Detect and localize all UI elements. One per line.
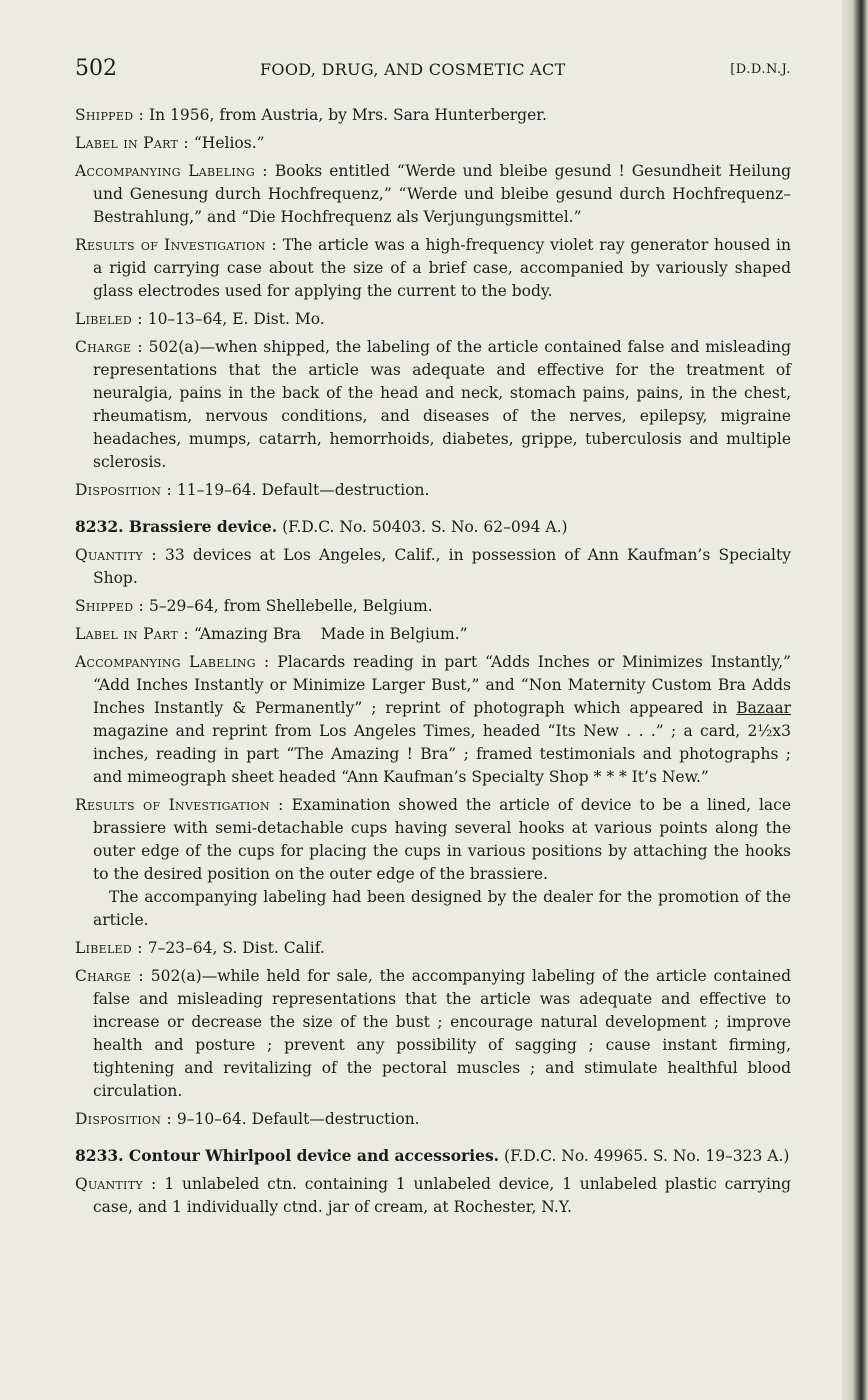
field-label: Quantity : [75, 546, 157, 564]
page-content [75, 56, 791, 1224]
case-8232-disposition [75, 1108, 791, 1131]
case-8232-libeled [75, 937, 791, 960]
magazine-name: Bazaar [736, 699, 791, 717]
case-8232-quantity [75, 544, 791, 590]
field-value: 502(a)—while held for sale, the accompanying labeling of the article contained false and misleading representations that the article was adequate and effective to increase or decrease the size of the bust ; encourage natural development ; improve health and posture ; prevent any possibility of sagging ; cause instant firming, tightening and revitalizing of the pectoral muscles ; and stimulate healthful blood circulation. [93, 967, 792, 1100]
field-label: Shipped : [75, 597, 145, 615]
field-value: 5–29–64, from Shellebelle, Belgium. [149, 597, 433, 615]
case-reference: (F.D.C. No. 49965. S. No. 19–323 A.) [504, 1147, 790, 1165]
field-value: Books entitled “Werde und bleibe gesund ! Gesundheit Heilung und Genesung durch Hochfrequenz,” “Werde und bleibe gesund durch Hochfrequenz–Bestrahlung,” and “Die Hochfrequenz als Verjungungsmittel.” [93, 162, 791, 226]
field-value: “Amazing Bra Made in Belgium.” [193, 625, 468, 643]
field-label: Charge : [75, 967, 144, 985]
case-8232-label-in-part [75, 623, 791, 646]
prev-disposition [75, 479, 791, 502]
case-title: 8232. Brassiere device. [75, 517, 278, 536]
field-value: Placards reading in part “Adds Inches or Minimizes Instantly,” “Add Inches Instantly or Minimize Larger Bust,” and “Non Maternity Custom Bra Adds Inches Instantly & Permanently” ; reprint of photograph which appeared in [93, 653, 791, 717]
field-label: Label in Part : [75, 134, 189, 152]
page-number: 502 [75, 56, 117, 81]
field-label: Quantity : [75, 1175, 157, 1193]
case-8232-results-continued: The accompanying labeling had been designed by the dealer for the promotion of the article. [93, 888, 791, 929]
running-title: FOOD, DRUG, AND COSMETIC ACT [260, 60, 566, 79]
court-reference: [D.D.N.J. [730, 62, 791, 77]
field-value: magazine and reprint from Los Angeles Times, headed “Its New . . .” ; a card, 2½x3 inches, reading in part “The Amazing ! Bra” ; framed testimonials and photographs ; and mimeograph sheet headed “Ann Kaufman’s Specialty Shop * * * It’s New.” [93, 722, 791, 786]
field-value: 1 unlabeled ctn. containing 1 unlabeled device, 1 unlabeled plastic carrying case, and 1 individually ctnd. jar of cream, at Rochester, N.Y. [93, 1175, 792, 1216]
field-label: Disposition : [75, 1110, 172, 1128]
field-label: Charge : [75, 338, 143, 356]
prev-accompanying-labeling [75, 160, 791, 229]
page-binding-edge [842, 0, 868, 1400]
field-label: Disposition : [75, 481, 172, 499]
prev-results [75, 234, 791, 303]
case-8232-shipped [75, 595, 791, 618]
field-value: 7–23–64, S. Dist. Calif. [147, 939, 325, 957]
page-header [75, 56, 791, 86]
field-label: Accompanying Labeling : [75, 162, 268, 180]
field-value: 11–19–64. Default—destruction. [176, 481, 430, 499]
field-label: Accompanying Labeling : [75, 653, 270, 671]
field-value: 502(a)—when shipped, the labeling of the article contained false and misleading representations that the article was adequate and effective for the treatment of neuralgia, pains in the back of the head and neck, stomach pains, pains, in the chest, rheumatism, nervous conditions, and diseases of the nerves, epilepsy, migraine headaches, mumps, catarrh, hemorrhoids, diabetes, grippe, tuberculosis and multiple sclerosis. [93, 338, 791, 471]
field-value: In 1956, from Austria, by Mrs. Sara Hunterberger. [149, 106, 547, 124]
field-value: 9–10–64. Default—destruction. [176, 1110, 420, 1128]
prev-libeled [75, 308, 791, 331]
case-8232-heading [75, 515, 791, 539]
field-label: Results of Investigation : [75, 796, 284, 814]
case-8232-accompanying-labeling [75, 651, 791, 789]
field-value: The article was a high-frequency violet ray generator housed in a rigid carrying case about the size of a brief case, accompanied by variously shaped glass electrodes used for applying the current to the body. [93, 236, 791, 300]
case-8233-heading [75, 1144, 791, 1168]
prev-charge [75, 336, 791, 474]
field-value: “Helios.” [193, 134, 265, 152]
field-value: 33 devices at Los Angeles, Calif., in possession of Ann Kaufman’s Specialty Shop. [93, 546, 792, 587]
case-8232-results [75, 794, 791, 886]
case-title: 8233. Contour Whirlpool device and accessories. [75, 1146, 500, 1165]
field-label: Results of Investigation : [75, 236, 278, 254]
prev-shipped [75, 104, 791, 127]
prev-label-in-part [75, 132, 791, 155]
field-label: Label in Part : [75, 625, 189, 643]
field-label: Libeled : [75, 310, 143, 328]
case-8232-charge [75, 965, 791, 1103]
case-reference: (F.D.C. No. 50403. S. No. 62–094 A.) [282, 518, 568, 536]
field-label: Shipped : [75, 106, 145, 124]
field-value: 10–13–64, E. Dist. Mo. [147, 310, 325, 328]
case-8233-quantity [75, 1173, 791, 1219]
field-value: Examination showed the article of device to be a lined, lace brassiere with semi-detachable cups having several hooks at various points along the outer edge of the cups for placing the cups in various positions by attaching the hooks to the desired position on the outer edge of the brassiere. [93, 796, 791, 883]
field-label: Libeled : [75, 939, 143, 957]
